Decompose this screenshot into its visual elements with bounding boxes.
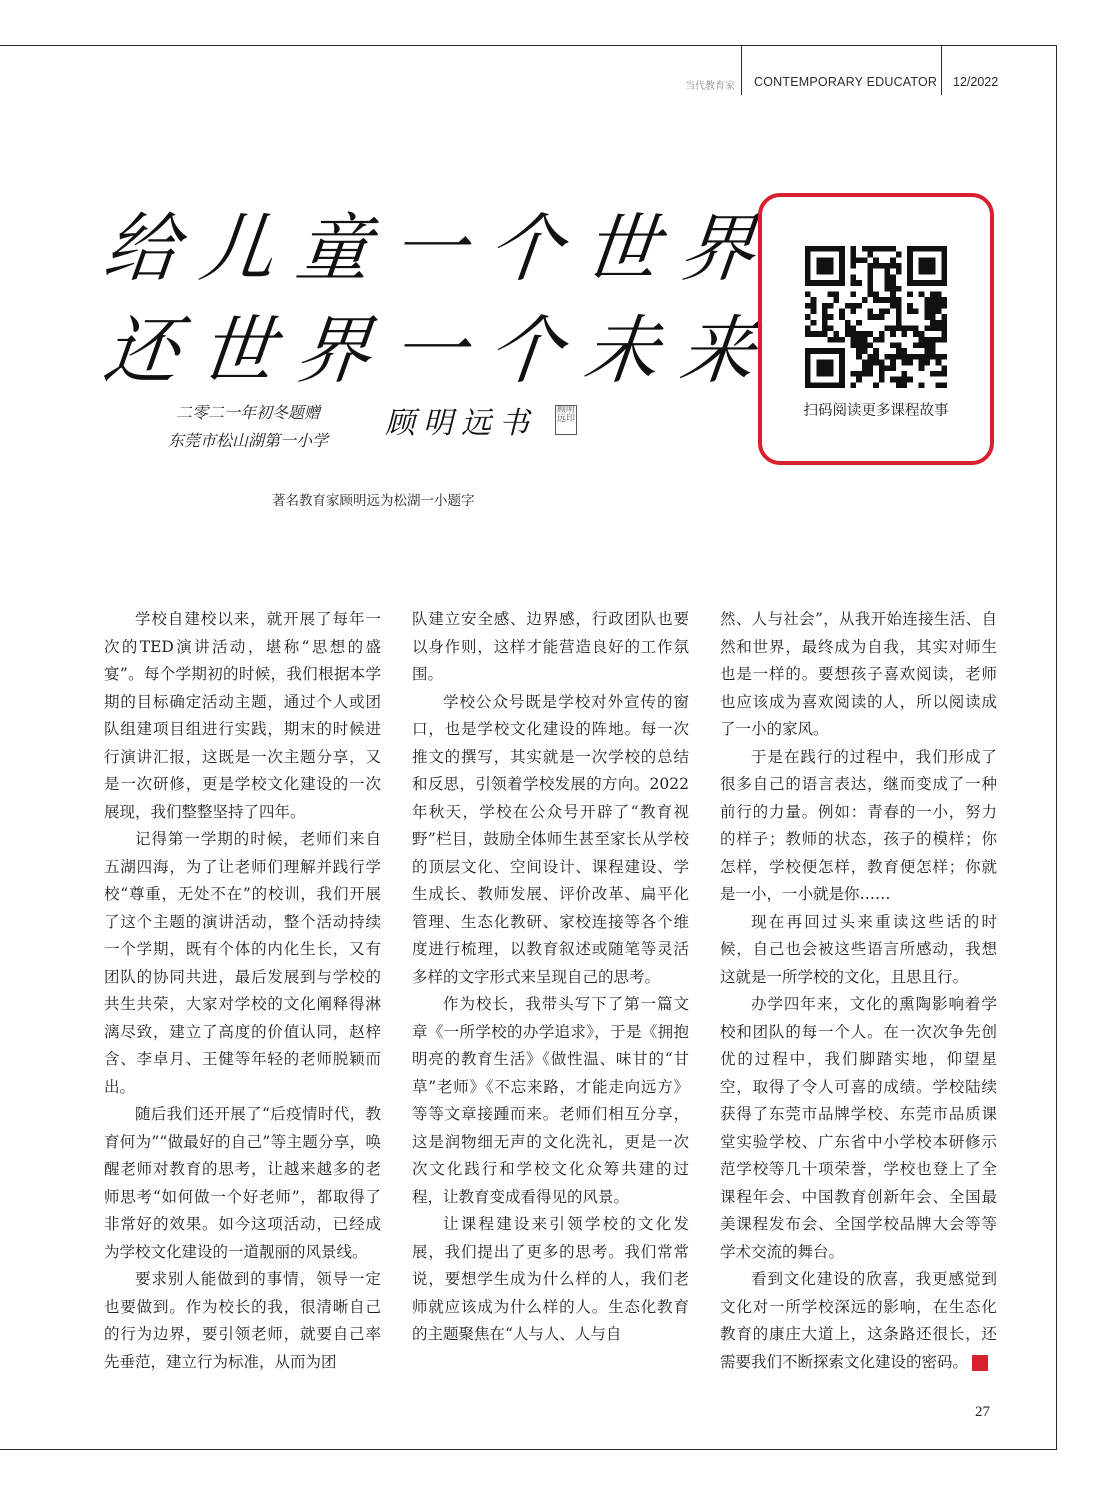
calligraphy-line-1: 给儿童一个世界 bbox=[99, 206, 781, 292]
article-end-icon: 家 bbox=[972, 1355, 988, 1371]
article-column-2 bbox=[412, 606, 689, 1349]
bottom-rule bbox=[0, 1449, 1057, 1450]
header-divider bbox=[941, 45, 942, 95]
article-paragraph: 现在再回过头来重读这些话的时候，自己也会被这些语言所感动，我想这就是一所学校的文化，且思且行。 bbox=[720, 912, 997, 986]
article-column-3 bbox=[720, 606, 1014, 1376]
article-paragraph: 随后我们还开展了“后疫情时代，教育何为”“做最好的自己”等主题分享，唤醒老师对教育的思考，让越来越多的老师思考“如何做一个好老师”，都取得了非常好的效果。如今这项活动，已经成为学校文化建设的一道靓丽的风景线。 bbox=[104, 1105, 381, 1261]
magazine-name-cn: 当代教育家 bbox=[685, 81, 735, 92]
article-paragraph: 要求别人能做到的事情，领导一定也要做到。作为校长的我，很清晰自己的行为边界，要引领老师，就要自己率先垂范，建立行为标准，从而为团 bbox=[104, 1270, 381, 1371]
article-paragraph: 学校公众号既是学校对外宣传的窗口，也是学校文化建设的阵地。每一次推文的撰写，其实就是一次学校的总结和反思，引领着学校发展的方向。2022年秋天，学校在公众号开辟了“教育视野”栏目，鼓励全体师生甚至家长从学校的顶层文化、空间设计、课程建设、学生成长、教师发展、评价改革、扁平化管理、生态化教研、家校连接等各个维度进行梳理，以教育叙述或随笔等灵活多样的文字形式来呈现自己的思考。 bbox=[412, 692, 689, 986]
page-number: 27 bbox=[975, 1404, 990, 1420]
article-paragraph: 让课程建设来引领学校的文化发展，我们提出了更多的思考。我们常常说，要想学生成为什么样的人，我们老师就应该成为什么样的人。生态化教育的主题聚焦在“人与人、人与自 bbox=[412, 1215, 689, 1343]
magazine-name-en: CONTEMPORARY EDUCATOR bbox=[754, 75, 938, 89]
seal-stamp: 顾明远印 bbox=[555, 405, 577, 435]
article-paragraph: 然、人与社会”，从我开始连接生活、自然和世界，最终成为自我，其实对师生也是一样的。要想孩子喜欢阅读，老师也应该成为喜欢阅读的人，所以阅读成了一小的家风。 bbox=[720, 610, 997, 738]
header-divider bbox=[741, 45, 742, 95]
article-paragraph: 队建立安全感、边界感，行政团队也要以身作则，这样才能营造良好的工作氛围。 bbox=[412, 610, 689, 683]
article-paragraph: 记得第一学期的时候，老师们来自五湖四海，为了让老师们理解并践行学校“尊重，无处不在”的校训，我们开展了这个主题的演讲活动，整个活动持续一个学期，既有个体的内化生长，又有团队的协同共进，最后发展到与学校的共生共荣，大家对学校的文化阐释得淋漓尽致，建立了高度的价值认同，赵梓含、李卓月、王健等年轻的老师脱颖而出。 bbox=[104, 830, 381, 1096]
qr-code-icon[interactable] bbox=[805, 246, 947, 388]
issue-number: 12/2022 bbox=[953, 75, 999, 89]
article-paragraph: 于是在践行的过程中，我们形成了很多自己的语言表达，继而变成了一种前行的力量。例如：青春的一小，努力的样子；教师的状态，孩子的模样；你怎样，学校便怎样，教育便怎样；你就是一小，一小就是你…… bbox=[720, 747, 997, 903]
calligraphy-line-2: 还世界一个未来 bbox=[99, 308, 781, 394]
article-paragraph: 看到文化建设的欣喜，我更感觉到文化对一所学校深远的影响，在生态化教育的康庄大道上，这条路还很长，还需要我们不断探索文化建设的密码。 家 bbox=[720, 1270, 1014, 1371]
article-paragraph: 办学四年来，文化的熏陶影响着学校和团队的每一个人。在一次次争先创优的过程中，我们脚踏实地，仰望星空，取得了令人可喜的成绩。学校陆续获得了东莞市品牌学校、东莞市品质课堂实验学校、广东省中小学校本研修示范学校等几十项荣誉，学校也登上了全课程年会、中国教育创新年会、全国最美课程发布会、全国学校品牌大会等等学术交流的舞台。 bbox=[720, 995, 997, 1261]
qr-code-caption: 扫码阅读更多课程故事 bbox=[803, 403, 949, 419]
right-rule bbox=[1056, 45, 1057, 1450]
article-paragraph: 作为校长，我带头写下了第一篇文章《一所学校的办学追求》，于是《拥抱明亮的教育生活》《做性温、味甘的“甘草”老师》《不忘来路，才能走向远方》等等文章接踵而来。老师们相互分享，这是润物细无声的文化洗礼，更是一次次文化践行和学校文化众筹共建的过程，让教育变成看得见的风景。 bbox=[412, 995, 689, 1206]
article-paragraph: 学校自建校以来，就开展了每年一次的TED演讲活动，堪称“思想的盛宴”。每个学期初的时候，我们根据本学期的目标确定活动主题，通过个人或团队组建项目组进行实践，期末的时候进行演讲汇报，这既是一次主题分享，又是一次研修，更是学校文化建设的一次展现，我们整整坚持了四年。 bbox=[104, 610, 381, 821]
article-column-1 bbox=[104, 606, 381, 1376]
calligraphy-caption: 著名教育家顾明远为松湖一小题字 bbox=[272, 493, 475, 509]
top-rule bbox=[0, 45, 1057, 46]
calligraphy-inscription-1: 二零二一年初冬题赠 bbox=[176, 403, 321, 422]
calligraphy-inscription-2: 东莞市松山湖第一小学 bbox=[168, 431, 329, 450]
calligraphy-signature: 顾明远书 bbox=[385, 406, 537, 441]
